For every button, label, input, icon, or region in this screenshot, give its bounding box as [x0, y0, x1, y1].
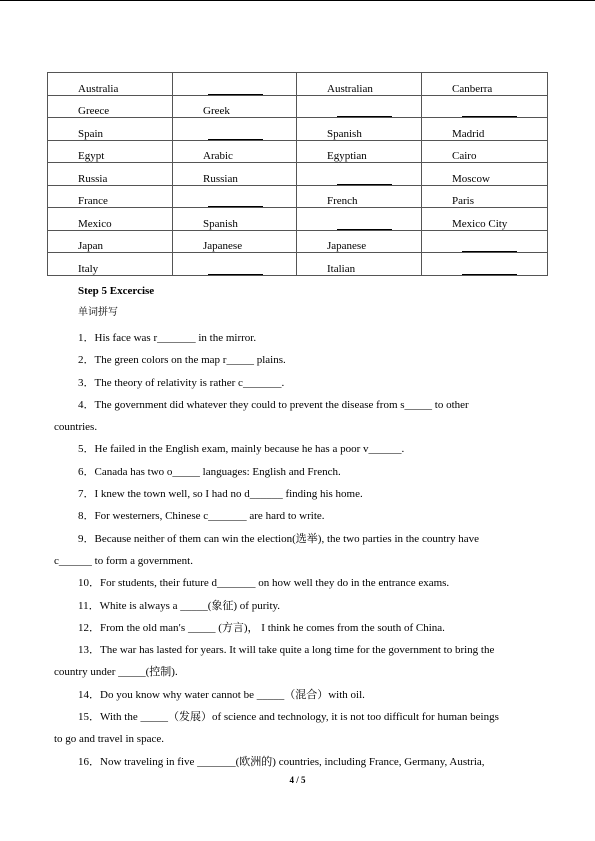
- exercise-item: [54, 684, 542, 706]
- cell-capital-blank: [422, 230, 548, 253]
- country-language-table: [47, 72, 548, 276]
- cell-adjective-blank: [297, 208, 422, 231]
- exercise-item: [54, 438, 542, 460]
- exercise-item: [54, 572, 542, 594]
- top-rule: [0, 0, 595, 1]
- cell-country: France: [48, 185, 173, 208]
- exercise-item: [54, 372, 542, 394]
- cell-country: Australia: [48, 73, 173, 96]
- exercise-item-continuation: c______ to form a government.: [54, 554, 193, 567]
- exercise-list: [54, 327, 542, 773]
- answer-blank: [208, 264, 263, 275]
- exercise-item: [54, 349, 542, 371]
- cell-adjective: French: [297, 185, 422, 208]
- cell-adjective: Japanese: [297, 230, 422, 253]
- cell-language: Japanese: [173, 230, 297, 253]
- exercise-item: [54, 751, 542, 773]
- cell-adjective: Italian: [297, 253, 422, 276]
- cell-capital: Moscow: [422, 163, 548, 186]
- cell-adjective: Spanish: [297, 118, 422, 141]
- answer-blank: [208, 129, 263, 140]
- exercise-item-text: 2．The green colors on the map r_____ plains.: [78, 354, 286, 367]
- table-row: [48, 163, 548, 186]
- table-row: [48, 73, 548, 96]
- cell-country: Japan: [48, 230, 173, 253]
- answer-blank: [337, 106, 392, 117]
- exercise-item-text: 10．For students, their future d_______ on how well they do in the entrance exams.: [78, 577, 450, 590]
- cell-language: Greek: [173, 95, 297, 118]
- exercise-item-text: 7．I knew the town well, so I had no d______ finding his home.: [78, 488, 363, 501]
- cell-adjective-blank: [297, 163, 422, 186]
- exercise-item: [54, 617, 542, 639]
- exercise-item-text: 16．Now traveling in five _______(欧洲的) countries, including France, Germany, Austria,: [78, 755, 485, 768]
- cell-country: Italy: [48, 253, 173, 276]
- exercise-item: [54, 505, 542, 527]
- exercise-item: [54, 595, 542, 617]
- cell-language-blank: [173, 185, 297, 208]
- exercise-item-continuation: to go and travel in space.: [54, 733, 164, 746]
- cell-language-blank: [173, 118, 297, 141]
- exercise-item-continuation: country under _____(控制).: [54, 666, 178, 679]
- cell-capital: Madrid: [422, 118, 548, 141]
- page-number: 4 / 5: [289, 775, 306, 785]
- cell-language-blank: [173, 73, 297, 96]
- table-row: [48, 185, 548, 208]
- cell-capital: Cairo: [422, 140, 548, 163]
- cell-adjective: Australian: [297, 73, 422, 96]
- exercise-item-text: 3．The theory of relativity is rather c_______.: [78, 376, 285, 389]
- cell-capital-blank: [422, 95, 548, 118]
- answer-blank: [462, 264, 517, 275]
- table-row: [48, 95, 548, 118]
- cell-country: Russia: [48, 163, 173, 186]
- table-row: [48, 118, 548, 141]
- answer-blank: [462, 241, 517, 252]
- exercise-item-text: 1．His face was r_______ in the mirror.: [78, 332, 257, 344]
- answer-blank: [337, 219, 392, 230]
- exercise-item: [54, 394, 542, 439]
- answer-blank: [337, 174, 392, 185]
- table-row: [48, 140, 548, 163]
- exercise-item: [54, 483, 542, 505]
- answer-blank: [208, 84, 263, 95]
- exercise-item-text: 15．With the _____（发展）of science and technology, it is not too difficult for human beings: [78, 711, 499, 724]
- section-subtitle: 单词拼写: [78, 307, 118, 318]
- exercise-item-text: 8．For westerners, Chinese c_______ are hard to write.: [78, 510, 325, 523]
- exercise-item-text: 14．Do you know why water cannot be _____（混合）with oil.: [78, 688, 365, 701]
- table-row: [48, 253, 548, 276]
- exercise-item: [54, 528, 542, 573]
- cell-adjective-blank: [297, 95, 422, 118]
- exercise-item-text: 6．Canada has two o_____ languages: English and French.: [78, 465, 341, 478]
- exercise-item-text: 4．The government did whatever they could to prevent the disease from s_____ to other: [78, 398, 469, 411]
- cell-country: Egypt: [48, 140, 173, 163]
- cell-country: Spain: [48, 118, 173, 141]
- cell-language: Arabic: [173, 140, 297, 163]
- cell-capital: Canberra: [422, 73, 548, 96]
- cell-language: Spanish: [173, 208, 297, 231]
- exercise-section: [78, 284, 548, 320]
- exercise-item: [54, 461, 542, 483]
- answer-blank: [208, 196, 263, 207]
- exercise-item-text: 5．He failed in the English exam, mainly because he has a poor v______.: [78, 443, 405, 456]
- exercise-item-text: 9．Because neither of them can win the election(选举), the two parties in the country have: [78, 532, 480, 545]
- cell-country: Mexico: [48, 208, 173, 231]
- cell-adjective: Egyptian: [297, 140, 422, 163]
- exercise-item: [54, 327, 542, 349]
- cell-language-blank: [173, 253, 297, 276]
- cell-capital-blank: [422, 253, 548, 276]
- exercise-item-text: 12．From the old man′s _____ (方言)， I think he comes from the south of China.: [78, 621, 445, 634]
- exercise-item-continuation: countries.: [54, 421, 98, 434]
- table-row: [48, 208, 548, 231]
- section-title: Step 5 Excercise: [78, 285, 155, 297]
- exercise-item-text: 13．The war has lasted for years. It will take quite a long time for the government to bring the: [78, 644, 495, 657]
- exercise-item: [54, 706, 542, 751]
- answer-blank: [462, 106, 517, 117]
- cell-capital: Paris: [422, 185, 548, 208]
- exercise-item: [54, 639, 542, 684]
- exercise-item-text: 11．White is always a _____(象征) of purity.: [78, 599, 281, 612]
- cell-country: Greece: [48, 95, 173, 118]
- table-row: [48, 230, 548, 253]
- cell-language: Russian: [173, 163, 297, 186]
- cell-capital: Mexico City: [422, 208, 548, 231]
